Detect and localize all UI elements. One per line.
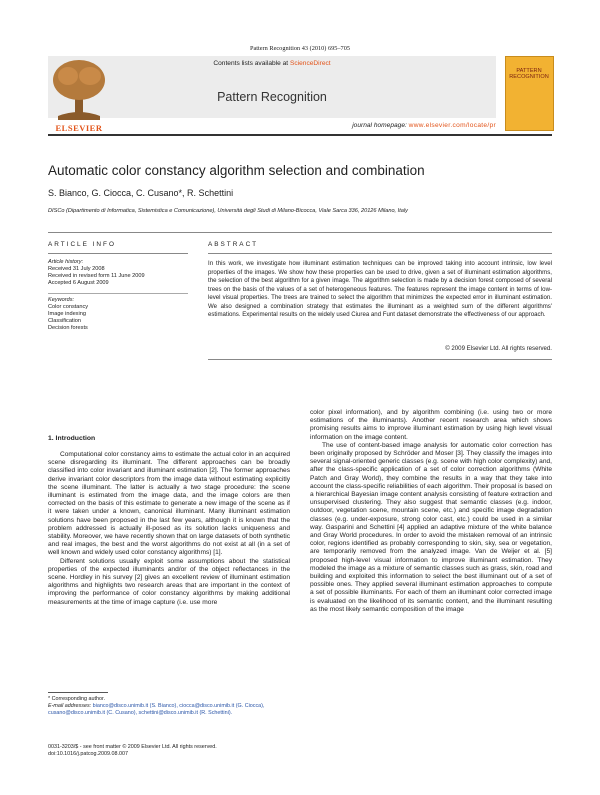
article-affiliation: DISCo (Dipartimento di Informatica, Sistemistica e Comunicazione), Università degli Studi di Milano-Bicocca, Viale Sarca 336, 20126 Milano, Italy (48, 208, 408, 214)
paragraph: color pixel information), and by algorithm combining (i.e. using two or more estimations of the illuminants). Another recent research area which shows promising results aims to improve illuminant estimation by using high level visual information on the image content. (310, 409, 552, 441)
keyword: Decision forests (48, 325, 88, 332)
sciencedirect-link[interactable]: ScienceDirect (289, 60, 331, 67)
history-received: Received 31 July 2008 (48, 266, 105, 273)
keywords-label: Keywords: (48, 297, 75, 303)
article-history (48, 259, 145, 287)
email-addresses: E-mail addresses: bianco@disco.unimib.it (S. Bianco), ciocca@disco.unimib.it (G. Ciocca), cusano@disco.unimib.it (C. Cusano), schettini@disco.unimib.it (R. Schettini). (48, 703, 265, 716)
journal-homepage-link[interactable]: www.elsevier.com/locate/pr (408, 122, 496, 129)
issn-doi (48, 744, 217, 758)
journal-cover-title: PATTERN RECOGNITION (509, 68, 549, 80)
keyword: Classification (48, 318, 81, 325)
doi-line[interactable]: doi:10.1016/j.patcog.2009.08.007 (48, 751, 129, 757)
abstract-rule (208, 253, 552, 254)
body-column-right (310, 409, 552, 614)
paragraph: The use of content-based image analysis for automatic color correction has been originally proposed by Schröder and Moser [3]. They classify the images into several signal-oriented generic classes (e.g. scene with high color complexity) and, after the class-specific application of a set of color correction algorithms (White Patch and Gray World), they combine the results in a way that they take into account the class-specific reliabilities of each algorithm. Their proposal is based on a hierarchical Bayesian image content analysis consisting of feature extraction and unsupervised clustering. They also suggest that semantic classes (e.g. indoor, outdoor, vegetation scene, mountain scene, etc.) and specific image degradation classes (e.g. under-exposure, strong color cast, etc.) could be used in a similar way. Gasparini and Schettini [4] applied an adaptive mixture of the white balance and Gray World procedures. In order to avoid the mistaken removal of an intrinsic color, regions identified as probably corresponding to skin, sky, sea or vegetation, are temporarily removed from the analyzed image. Van de Weijer et al. [5] proposed high-level visual information to improve illuminant estimation. They modeled the image as a mixture of semantic classes such as grass, skin, road and building and exploited this information to select the best illuminant out of a set of possible ones. They applied several illuminant estimation approaches to compute a set of possible illuminants. For each of them an illuminant color corrected image is evaluated on the likelihood of its semantic content, and the illuminant resulting as the most likely semantic composition of the image (310, 441, 552, 613)
abstract-heading: ABSTRACT (208, 241, 259, 248)
journal-name: Pattern Recognition (217, 90, 327, 104)
section-heading: 1. Introduction (48, 435, 96, 442)
keywords-rule (48, 293, 188, 294)
citation-line: Pattern Recognition 43 (2010) 695–705 (249, 45, 351, 52)
article-title: Automatic color constancy algorithm selection and combination (48, 163, 425, 178)
footnote (48, 696, 290, 717)
history-accepted: Accepted 6 August 2009 (48, 280, 109, 287)
publisher-logo-text: ELSEVIER (55, 123, 103, 133)
paragraph: Different solutions usually exploit some assumptions about the statistical properties of the expected illuminants and/or of the object reflectances in the scene. Hordley in his survey [2] gives an excellent review of illuminant estimation algorithms and highlights two research areas that are important in the context of improving the performance of color constancy algorithms by making additional measurements at the time of image capture (i.e. use more (48, 557, 290, 606)
footnote-rule (48, 692, 108, 693)
issn-line: 0031-3203/$ - see front matter © 2009 Elsevier Ltd. All rights reserved. (48, 744, 217, 750)
title-rule (48, 232, 552, 233)
abstract-text: In this work, we investigate how illuminant estimation techniques can be improved taking into account intrinsic, low level properties of the images. We show how these properties can be used to drive, given a set of illuminant estimation algorithms, the selection of the best algorithm for a given image. The algorithm selection is made by a decision forest composed of several trees on the basis of the values of a set of heterogeneous features. The features represent the image content in terms of low-level visual properties. The trees are trained to select the algorithm that minimizes the expected error in illuminant estimation. We also designed a combination strategy that estimates the illuminant as a weighted sum of the different algorithms' estimations. Experimental results on the widely used Ciurea and Funt dataset demonstrate the effectiveness of our approach. (208, 260, 552, 318)
abstract-copyright: © 2009 Elsevier Ltd. All rights reserved. (445, 345, 552, 352)
keyword: Color constancy (48, 304, 89, 311)
contents-availability: Contents lists available at ScienceDirect (213, 60, 331, 67)
journal-homepage: journal homepage: www.elsevier.com/locate/pr (352, 122, 496, 129)
paragraph: Computational color constancy aims to estimate the actual color in an acquired scene disregarding its illuminant. The different approaches can be broadly classified into color invariant and illuminant estimation [2]. The former approaches derive invariant color descriptors from the image data without estimating explicitly the scene illuminant. The latter is actually a two stage procedure: the scene illuminant is estimated from the image data, and the image colors are then corrected on the basis of this estimate to generate a new image of the scene as if it were taken under a known, canonical illuminant. Many illuminant estimation solutions have been proposed in the last few years, although it is known that the problem addressed is actually ill-posed as its solution lacks uniqueness and stability. Moreover, we have recently shown that on large datasets of both synthetic and real images, the best and the worst algorithms do not exist at all (in a set of well known and widely used color constancy algorithms) [1]. (48, 451, 290, 557)
article-info-heading: ARTICLE INFO (48, 241, 116, 248)
history-revised: Received in revised form 11 June 2009 (48, 273, 145, 280)
article-authors: S. Bianco, G. Ciocca, C. Cusano*, R. Schettini (48, 188, 234, 198)
article-info-rule (48, 253, 188, 254)
corresponding-author-note: * Corresponding author. (48, 696, 105, 702)
keywords-block (48, 297, 88, 332)
body-column-left (48, 451, 290, 607)
header-rule (48, 134, 552, 136)
email-links[interactable]: bianco@disco.unimib.it (S. Bianco), ciocca@disco.unimib.it (G. Ciocca), cusano@disco.unimib.it (C. Cusano), schettini@disco.unimib.it (R. Schettini). (48, 703, 265, 716)
history-label: Article history: (48, 259, 84, 265)
keyword: Image indexing (48, 311, 86, 318)
abstract-bottom-rule (208, 359, 552, 360)
